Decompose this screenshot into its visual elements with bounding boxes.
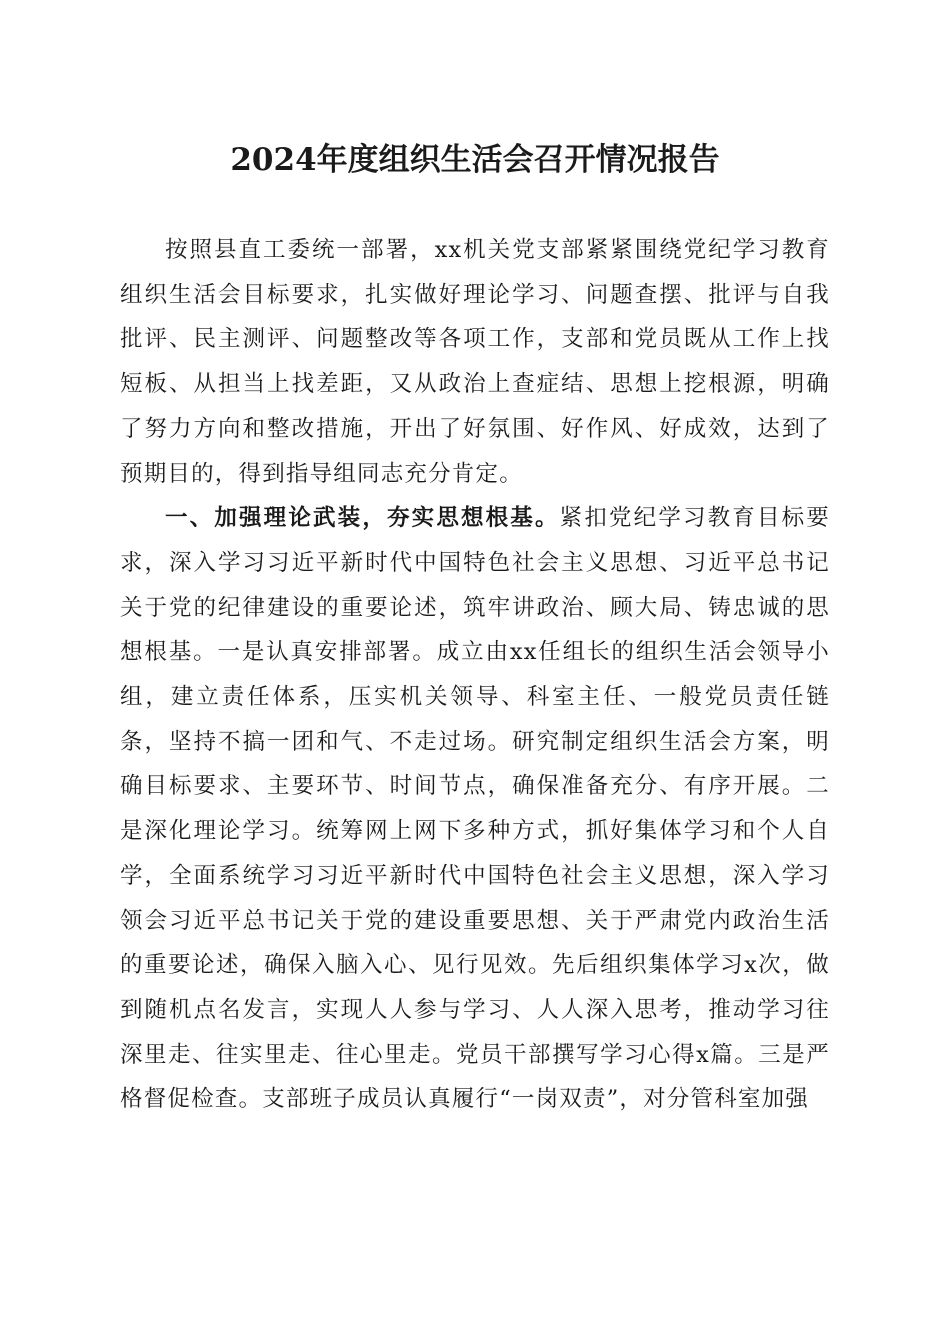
section-1-text: 紧扣党纪学习教育目标要求，深入学习习近平新时代中国特色社会主义思想、习近平总书记关于党的纪律建设的重要论述，筑牢讲政治、顾大局、铸忠诚的思想根基。一是认真安排部署。成立由xx任组长的组织生活会领导小组，建立责任体系，压实机关领导、科室主任、一般党员责任链条，坚持不搞一团和气、不走过场。研究制定组织生活会方案，明确目标要求、主要环节、时间节点，确保准备充分、有序开展。二是深化理论学习。统筹网上网下多种方式，抓好集体学习和个人自学，全面系统学习习近平新时代中国特色社会主义思想，深入学习领会习近平总书记关于党的建设重要思想、关于严肃党内政治生活的重要论述，确保入脑入心、见行见效。先后组织集体学习x次，做到随机点名发言，实现人人参与学习、人人深入思考，推动学习往深里走、往实里走、往心里走。党员干部撰写学习心得x篇。三是严格督促检查。支部班子成员认真履行“一岗双责”，对分管科室加强: [120, 505, 831, 1113]
document-title: 2024年度组织生活会召开情况报告: [230, 142, 720, 178]
paragraph-section-1: [120, 496, 830, 1122]
document-body: [120, 228, 830, 1122]
section-1-heading: 一、加强理论武装，夯实思想根基。: [165, 505, 560, 532]
paragraph-intro: [120, 228, 830, 496]
paragraph-intro-text: 按照县直工委统一部署，xx机关党支部紧紧围绕党纪学习教育组织生活会目标要求，扎实做好理论学习、问题查摆、批评与自我批评、民主测评、问题整改等各项工作，支部和党员既从工作上找短板、从担当上找差距，又从政治上查症结、思想上挖根源，明确了努力方向和整改措施，开出了好氛围、好作风、好成效，达到了预期目的，得到指导组同志充分肯定。: [120, 237, 830, 487]
